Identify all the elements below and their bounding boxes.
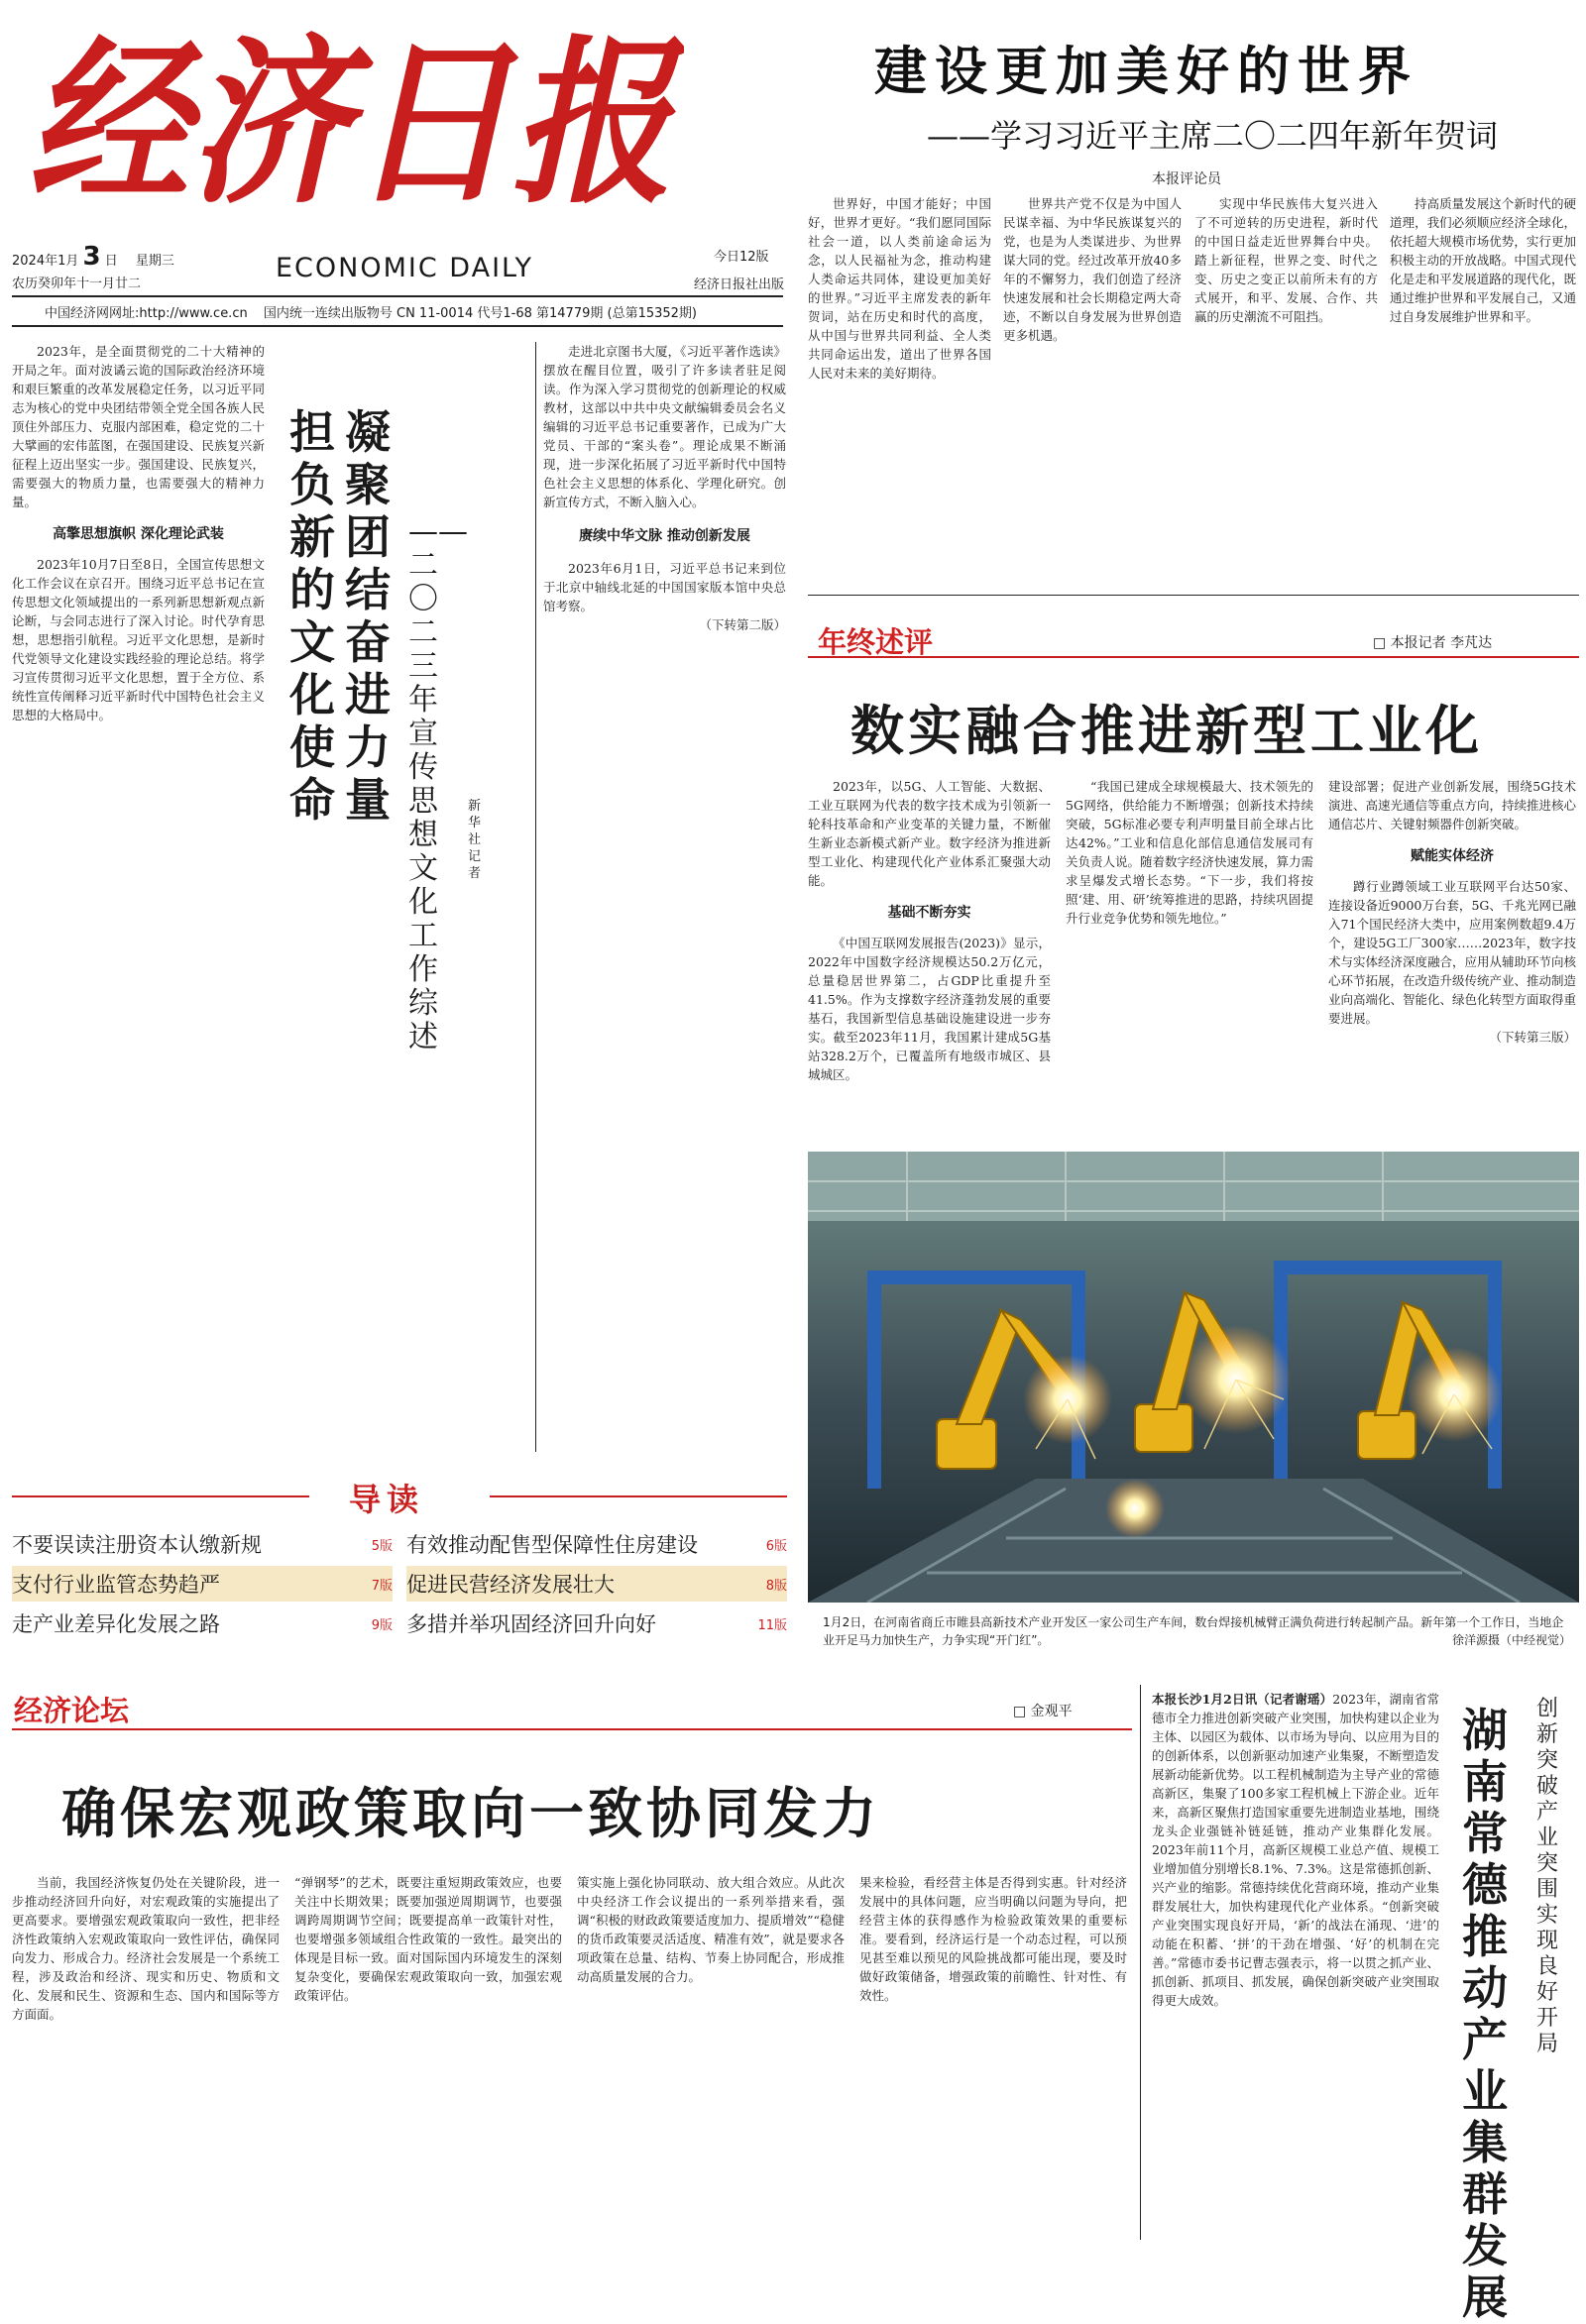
review-text-3: “我国已建成全球规模最大、技术领先的5G网络，供给能力不断增强；创新技术持续突破，5G标准必要专利声明量目前全球占比达42%。”工业和信息化部信息通信发展司有关负责人说。随着数字经济快速发展，算力需求呈爆发式增长态势。“下一步，我们将按照‘建、用、研’统筹推进的思路，持续巩固提升行业竞争优势和领先地位。” xyxy=(1066,779,1313,926)
guide-item-label: 支付行业监管态势趋严 xyxy=(12,1573,220,1597)
review-byline: □ 本报记者 李芃达 xyxy=(1373,635,1493,651)
forum-text-2: “弹钢琴”的艺术，既要注重短期政策效应，也要关注中长期效果；既要加强逆周期调节，也要强调跨周期调节空间；既要提高单一政策针对性，也要增强多领域组合性政策的一致性。最突出的体现是目标一致。面对国际国内环境发生的深刻复杂变化，要确保宏观政策取向一致，加强宏观政策评估。 xyxy=(294,1875,562,2003)
issue-weekday: 星期三 xyxy=(135,254,174,269)
forum-title: 确保宏观政策取向一致协同发力 xyxy=(61,1782,881,1845)
propaganda-subhead-2: 赓续中华文脉 推动创新发展 xyxy=(579,528,750,544)
guide-item-page: 11版 xyxy=(757,1617,787,1633)
issue-date: 2024年1月 xyxy=(12,254,79,269)
propaganda-col-2 xyxy=(543,342,786,1457)
review-tag-box xyxy=(808,616,966,658)
guide-item[interactable] xyxy=(406,1526,787,1562)
hunan-text xyxy=(1152,1690,1439,2010)
guide-item-page: 8版 xyxy=(765,1578,787,1594)
guide-item[interactable] xyxy=(12,1526,393,1562)
review-text-2: 《中国互联网发展报告(2023)》显示，2022年中国数字经济规模达50.2万亿元，总量稳居世界第二，占GDP比重提升至41.5%。作为支撑数字经济蓬勃发展的重要基石，我国新型信息基础设施建设进一步夯实。截至2023年11月，我国累计建成5G基站328.2万个，已覆盖所有地级市城区、县城城区。 xyxy=(808,936,1051,1082)
review-text-5: 蹲行业蹲领域工业互联网平台达50家、连接设备近9000万台套，5G、千兆光网已融入71个国民经济大类中，应用案例数超9.4万个，建设5G工厂300家……2023年，数字技术与实体经济深度融合，应用从辅助环节向核心环节拓展，在改造升级传统产业、推动制造业向高端化、智能化、绿色化转型方面取得重要进展。 xyxy=(1328,879,1576,1026)
propaganda-continued: （下转第二版） xyxy=(699,617,786,632)
photo-caption-text: 1月2日，在河南省商丘市睢县高新技术产业开发区一家公司生产车间，数台焊接机械臂正满负荷进行转起制产品。新年第一个工作日，当地企业开足马力加快生产，力争实现“开门红”。 xyxy=(823,1615,1564,1647)
review-title: 数实融合推进新型工业化 xyxy=(850,699,1483,762)
forum-text-4: 果来检验，看经营主体是否得到实惠。针对经济发展中的具体问题，应当明确以问题为导向，把经营主体的获得感作为检验政策效果的重要标准。要看到，经济运行是一个动态过程，可以预见甚至难以预见的风险挑战都可能出现，要及时做好政策储备，增强政策的前瞻性、针对性、有效性。 xyxy=(859,1875,1127,2003)
page-count: 今日12版 xyxy=(714,250,769,265)
propaganda-text-2: 2023年10月7日至8日，全国宣传思想文化工作会议在京召开。围绕习近平总书记在宣传思想文化领域提出的一系列新思想新观点新论断，与会同志进行了深入讨论。时代孕育思想，思想指引航程。习近平文化思想，是新时代党领导文化建设实践经验的理论总结。将学习宣传贯彻习近平文化思想，置于全方位、系统性宣传阐释习近平新时代中国特色社会主义思想的大格局中。 xyxy=(12,557,265,722)
lunar-date: 农历癸卯年十一月廿二 xyxy=(12,277,142,291)
masthead-info-line xyxy=(45,302,783,321)
issue-suffix: 日 xyxy=(104,254,118,269)
masthead-logo xyxy=(10,5,684,208)
review-text-4: 建设部署；促进产业创新发展，围绕5G技术演进、高速光通信等重点方向，持续推进核心通信芯片、关键射频器件创新突破。 xyxy=(1328,779,1576,831)
hunan-divider xyxy=(1140,1685,1141,2240)
guide-rule-left xyxy=(12,1495,309,1497)
guide-item[interactable] xyxy=(406,1605,787,1641)
lead-text-4: 持高质量发展这个新时代的硬道理，我们必须顺应经济全球化，依托超大规模市场优势，实行更加积极主动的开放战略。中国式现代化是走和平发展道路的现代化，既通过维护世界和平发展自己，又通过自身发展维护世界和平。 xyxy=(1390,196,1576,324)
masthead-rule-top xyxy=(12,295,783,297)
hunan-byline: 本报长沙1月2日讯（记者谢瑶） xyxy=(1152,1692,1333,1707)
photo-caption xyxy=(823,1613,1571,1649)
forum-byline: □ 金观平 xyxy=(1013,1704,1073,1719)
forum-col-1 xyxy=(12,1873,280,2240)
hunan-body: 2023年，湖南省常德市全力推进创新突破产业突围，加快构建以企业为主体、以园区为载体、以市场为导向、以应用为目的的创新体系，以创新驱动加速产业集聚，不断塑造发展新动能新优势。以工程机械制造为主导产业的常德高新区，集聚了100多家工程机械上下游企业。近年来，高新区聚焦打造国家重要先进制造业基地，围绕龙头企业强链补链延链，推动产业集群化发展。2023年前11个月，高新区规模工业总产值、规模工业增加值分别增长8.1%、7.3%。这是常德抓创新、兴产业的缩影。常德持续优化营商环境，推动产业集群发展壮大，加快构建现代化产业体系。“创新突破产业突围实现良好开局，‘新’的战法在涌现、‘进’的动能在积蓄、‘拼’的干劲在增强、‘好’的机制在完善。”常德市委书记曹志强表示，将一以贯之抓产业、抓创新、抓项目、抓发展，确保创新突破产业突围取得更大成效。 xyxy=(1152,1692,1439,2008)
forum-tag-rule xyxy=(12,1728,1132,1730)
guide-item-label: 走产业差异化发展之路 xyxy=(12,1612,220,1636)
factory-photo xyxy=(808,1152,1579,1603)
guide-item-label: 不要误读注册资本认缴新规 xyxy=(12,1533,262,1557)
lead-title: 建设更加美好的世界 xyxy=(874,42,1418,102)
guide-grid xyxy=(12,1526,787,1641)
lead-subtitle: ——学习习近平主席二〇二四年新年贺词 xyxy=(927,117,1499,155)
guide-item-page: 6版 xyxy=(765,1538,787,1554)
propaganda-title xyxy=(289,406,398,1318)
guide-item-page: 9版 xyxy=(371,1617,393,1633)
guide-item[interactable] xyxy=(12,1566,393,1602)
guide-rule-right xyxy=(490,1495,787,1497)
forum-col-2 xyxy=(294,1873,562,2240)
guide-box xyxy=(12,1472,787,1660)
review-col-1 xyxy=(808,777,1051,1136)
lead-col-1 xyxy=(808,194,991,586)
forum-text-1: 当前，我国经济恢复仍处在关键阶段，进一步推动经济回升向好，对宏观政策的实施提出了更高要求。要增强宏观政策取向一致性，把非经济性政策纳入宏观政策取向一致性评估，确保同向发力、形成合力。经济社会发展是一个系统工程，涉及政治和经济、现实和历史、物质和文化、发展和民生、资源和生态、国内和国际等方方面面。 xyxy=(12,1875,280,2022)
website-link[interactable]: 中国经济网网址:http://www.ce.cn xyxy=(45,306,248,321)
review-col-2 xyxy=(1066,777,1313,1136)
propaganda-divider xyxy=(535,342,536,1452)
lead-byline: 本报评论员 xyxy=(1152,171,1221,187)
guide-item[interactable] xyxy=(406,1566,787,1602)
forum-tag-box xyxy=(12,1685,1132,1730)
guide-item-label: 多措并举巩固经济回升向好 xyxy=(406,1612,656,1636)
propaganda-subhead-1: 高擎思想旗帜 深化理论武装 xyxy=(53,526,224,542)
review-col-3 xyxy=(1328,777,1576,1136)
guide-item-label: 有效推动配售型保障性住房建设 xyxy=(406,1533,698,1557)
review-tag: 年终述评 xyxy=(818,625,934,659)
propaganda-title-col-1: 担负新的文化使命 xyxy=(289,405,335,827)
masthead-title: 经济日报 xyxy=(28,19,684,208)
propaganda-title-col-2: 凝聚团结奋进力量 xyxy=(345,405,391,827)
guide-item-page: 7版 xyxy=(371,1578,393,1594)
hunan-kicker: 创新突破产业突围实现良好开局 xyxy=(1536,1697,1559,2056)
forum-text-3: 策实施上强化协同联动、放大组合效应。从此次中央经济工作会议提出的一系列举措来看，强调“积极的财政政策要适度加力、提质增效”“稳健的货币政策要灵活适度、精准有效”，就是要求各项政策在总量、结构、节奏上协同配合，形成推动高质量发展的合力。 xyxy=(577,1875,845,1984)
review-subhead-2: 赋能实体经济 xyxy=(1411,848,1494,864)
propaganda-text-3: 走进北京图书大厦，《习近平著作选读》摆放在醒目位置，吸引了许多读者驻足阅读。作为深入学习贯彻党的创新理论的权威教材，这部以中共中央文献编辑委员会名义编辑的习近平总书记重要著作，已成为广大党员、干部的“案头卷”。理论成果不断涌现，进一步深化拓展了习近平新时代中国特色社会主义思想的体系化、学理化研究。创新宣传方式，不断入脑入心。 xyxy=(543,344,786,509)
lead-bottom-rule xyxy=(808,595,1579,596)
guide-item[interactable] xyxy=(12,1605,393,1641)
forum-col-4 xyxy=(859,1873,1127,2240)
lead-col-2 xyxy=(1003,194,1182,586)
guide-item-label: 促进民营经济发展壮大 xyxy=(406,1573,615,1597)
propaganda-text-4: 2023年6月1日，习近平总书记来到位于北京中轴线北延的中国国家版本馆中央总馆考察。 xyxy=(543,561,786,613)
issue-day: 3 xyxy=(82,242,101,272)
guide-title: 导读 xyxy=(349,1481,425,1518)
propaganda-subtitle: ——二〇二三年宣传思想文化工作综述 xyxy=(408,514,468,1054)
review-text-1: 2023年，以5G、人工智能、大数据、工业互联网为代表的数字技术成为引领新一轮科技革命和产业变革的关键力量，不断催生新业态新模式新产业。数字经济为推进新型工业化、构建现代化产业体系汇聚强大动能。 xyxy=(808,779,1051,888)
lead-text-2: 世界共产党不仅是为中国人民谋幸福、为中华民族谋复兴的党，也是为人类谋进步、为世界谋大同的党。经过改革开放40多年的不懈努力，我们创造了经济快速发展和社会长期稳定两大奇迹，不断以自身发展为世界创造更多机遇。 xyxy=(1003,196,1182,343)
lead-col-4 xyxy=(1390,194,1576,586)
review-subhead-1: 基础不断夯实 xyxy=(887,905,971,921)
hunan-col xyxy=(1152,1690,1439,2240)
forum-tag: 经济论坛 xyxy=(14,1694,130,1727)
hunan-title: 湖南常德推动产业集群发展 xyxy=(1462,1704,1508,2324)
guide-item-page: 5版 xyxy=(371,1538,393,1554)
propaganda-col-1 xyxy=(12,342,265,1462)
issue-date-line xyxy=(12,242,270,272)
propaganda-text-1: 2023年，是全面贯彻党的二十大精神的开局之年。面对波谲云诡的国际政治经济环境和艰巨繁重的改革发展稳定任务，以习近平同志为核心的党中央团结带领全党全国各族人民顶住外部压力、克服内部困难，稳定党的二十大擘画的宏伟蓝图，在强国建设、民族复兴新征程上迈出坚实一步。强国建设、民族复兴，需要强大的物质力量，也需要强大的精神力量。 xyxy=(12,344,265,509)
lead-col-3 xyxy=(1194,194,1378,586)
issn-info: 国内统一连续出版物号 CN 11-0014 代号1-68 第14779期 (总第15352期) xyxy=(263,306,697,321)
review-continued: （下转第三版） xyxy=(1489,1030,1576,1045)
masthead-rule-bottom xyxy=(12,325,783,327)
english-title: ECONOMIC DAILY xyxy=(276,253,534,283)
propaganda-byline: 新华社记者 xyxy=(468,799,482,881)
welding-spark xyxy=(1105,1479,1165,1538)
lead-text-3: 实现中华民族伟大复兴进入了不可逆转的历史进程，新时代的中国日益走近世界舞台中央。踏上新征程，世界之变、时代之变、历史之变正以前所未有的方式展开，和平、发展、合作、共赢的历史潮流不可阻挡。 xyxy=(1194,196,1378,324)
photo-credit: 徐洋源摄（中经视觉） xyxy=(1451,1633,1571,1647)
lead-text-1: 世界好，中国才能好；中国好，世界才更好。“我们愿同国际社会一道，以人类前途命运为念，以人民福祉为念，推动构建人类命运共同体，建设更加美好的世界。”习近平主席发表的新年贺词，站在历史和时代的高度，从中国与世界共同利益、全人类共同命运出发，道出了世界各国人民对未来的美好期待。 xyxy=(808,196,991,381)
forum-col-3 xyxy=(577,1873,845,2240)
publisher: 经济日报社出版 xyxy=(694,277,785,292)
